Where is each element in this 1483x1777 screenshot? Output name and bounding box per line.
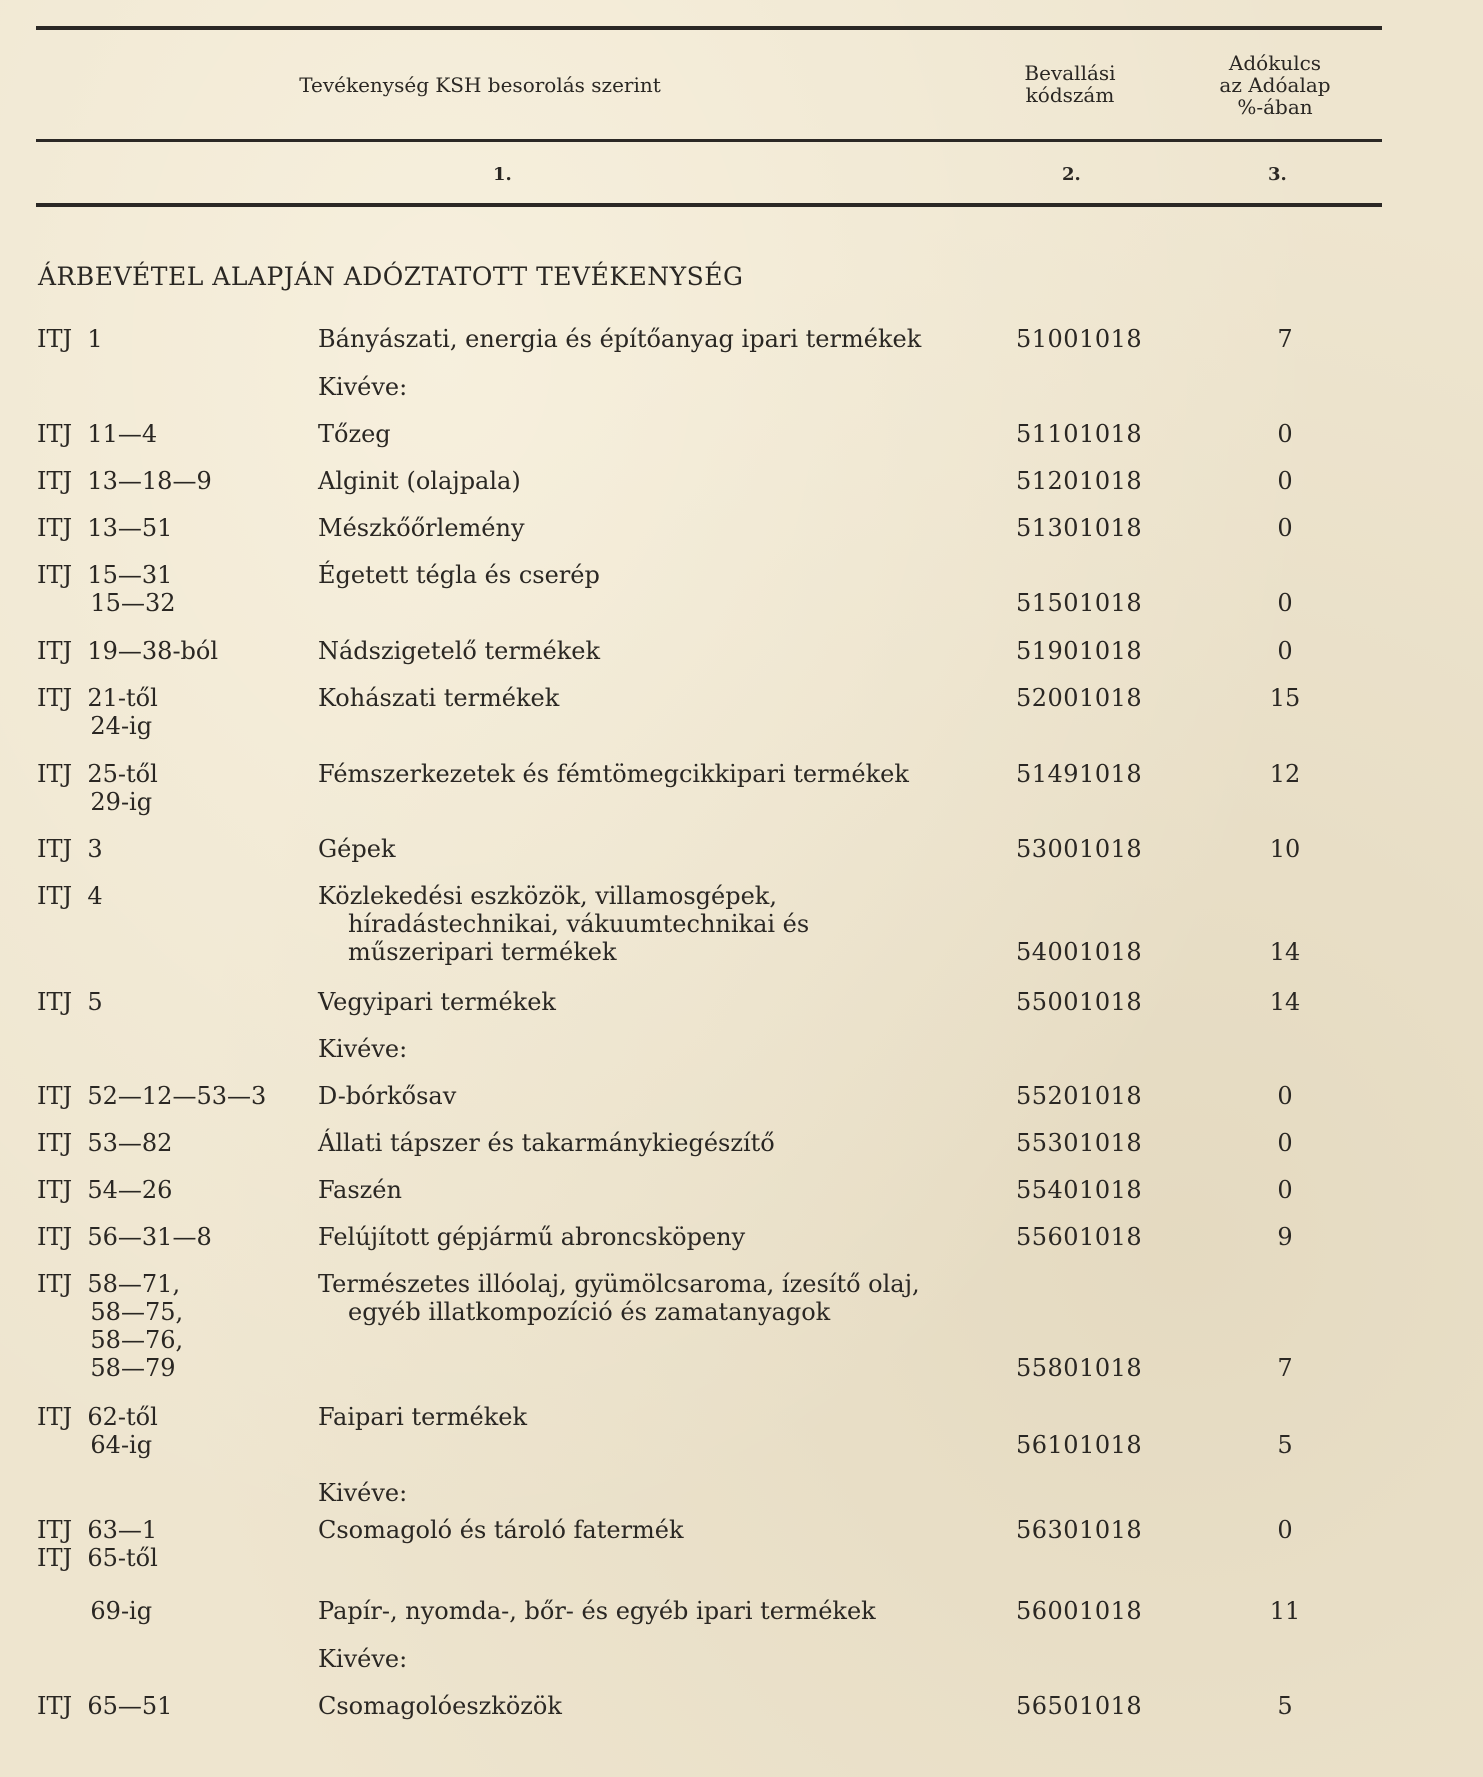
itj-classification: ITJ 4	[37, 882, 103, 910]
declaration-code: 55601018	[1016, 1223, 1143, 1251]
declaration-code: 55301018	[1016, 1129, 1143, 1157]
declaration-code: 51301018	[1016, 514, 1143, 542]
colnum-bottom-rule	[36, 203, 1382, 207]
column-2-title-line2: kódszám	[1025, 83, 1115, 107]
declaration-code: 51201018	[1016, 467, 1143, 495]
tax-rate-value: 5	[1277, 1692, 1293, 1720]
declaration-code: 52001018	[1016, 684, 1143, 712]
itj-classification: ITJ 21-től 24-ig	[37, 684, 158, 740]
activity-description	[318, 637, 998, 665]
itj-classification: ITJ 3	[37, 835, 103, 863]
tax-rate-value: 10	[1269, 835, 1301, 863]
itj-classification: ITJ 13—18—9	[37, 467, 212, 495]
tax-rate	[1230, 1645, 1340, 1673]
tax-rate-value: 0	[1277, 637, 1293, 665]
tax-rate-value: 9	[1277, 1223, 1293, 1251]
tax-rate	[1230, 1223, 1340, 1251]
activity-description-line: Csomagolóeszközök	[318, 1692, 562, 1720]
tax-rate	[1230, 1597, 1340, 1625]
activity-description	[318, 325, 998, 353]
declaration-code: 55801018	[1016, 1354, 1143, 1382]
activity-description-line: Kivéve:	[318, 1645, 408, 1673]
tax-rate-value: 5	[1277, 1431, 1293, 1459]
itj-classification: ITJ 56—31—8	[37, 1223, 212, 1251]
tax-rate	[1230, 938, 1340, 966]
activity-description-line: Gépek	[318, 835, 396, 863]
section-title: ÁRBEVÉTEL ALAPJÁN ADÓZTATOTT TEVÉKENYSÉG	[38, 262, 744, 291]
activity-description-line: Tőzeg	[318, 420, 391, 448]
declaration-code: 51101018	[1016, 420, 1143, 448]
activity-description	[318, 1176, 998, 1204]
activity-description-line: Papír-, nyomda-, bőr- és egyéb ipari termékek	[318, 1597, 876, 1625]
activity-description-line: Faipari termékek	[318, 1403, 528, 1431]
tax-rate	[1230, 1129, 1340, 1157]
tax-rate	[1230, 1082, 1340, 1110]
tax-rate-value: 0	[1277, 589, 1293, 617]
activity-description-line: Közlekedési eszközök, villamosgépek,	[318, 882, 777, 910]
activity-description	[318, 1035, 998, 1063]
column-3-title-line1: Adókulcs	[1228, 51, 1322, 75]
activity-description-line: D-bórkősav	[318, 1082, 457, 1110]
activity-description-line: Alginit (olajpala)	[318, 467, 521, 495]
header-bottom-rule	[36, 139, 1382, 142]
declaration-code: 51491018	[1016, 760, 1143, 788]
activity-description-continuation: híradástechnikai, vákuumtechnikai és	[348, 910, 810, 938]
declaration-code: 55001018	[1016, 988, 1143, 1016]
tax-rate	[1230, 835, 1340, 863]
tax-rate	[1230, 1479, 1340, 1507]
activity-description	[318, 882, 998, 966]
tax-rate-value: 0	[1277, 467, 1293, 495]
declaration-code: 51501018	[1016, 589, 1143, 617]
tax-rate-value: 15	[1269, 684, 1301, 712]
tax-rate-value: 11	[1269, 1597, 1301, 1625]
tax-rate	[1230, 1354, 1340, 1382]
activity-description	[318, 1597, 998, 1625]
activity-description-line: Kivéve:	[318, 373, 408, 401]
tax-rate-value: 0	[1277, 1129, 1293, 1157]
tax-rate	[1230, 589, 1340, 617]
activity-description	[318, 1403, 998, 1431]
activity-description	[318, 1479, 998, 1507]
tax-rate-value: 0	[1277, 1516, 1293, 1544]
tax-rate-value: 7	[1277, 1354, 1293, 1382]
declaration-code: 56501018	[1016, 1692, 1143, 1720]
tax-rate-value: 14	[1269, 938, 1301, 966]
activity-description	[318, 561, 998, 589]
column-3-number: 3.	[1268, 164, 1287, 185]
activity-description-line: Vegyipari termékek	[318, 988, 556, 1016]
tax-rate	[1230, 467, 1340, 495]
itj-classification: ITJ 1	[37, 325, 103, 353]
activity-description	[318, 1082, 998, 1110]
tax-rate	[1230, 1516, 1340, 1544]
activity-description-line: Kivéve:	[318, 1035, 408, 1063]
activity-description-line: Természetes illóolaj, gyümölcsaroma, ízesítő olaj,	[318, 1270, 920, 1298]
itj-classification: ITJ 54—26	[37, 1176, 173, 1204]
declaration-code: 54001018	[1016, 938, 1143, 966]
tax-rate	[1230, 637, 1340, 665]
activity-description	[318, 1223, 998, 1251]
activity-description-line: Bányászati, energia és építőanyag ipari termékek	[318, 325, 922, 353]
itj-classification: ITJ 63—1 ITJ 65-től	[37, 1516, 158, 1572]
column-2-title	[1000, 62, 1140, 106]
column-3-title-line3: %-ában	[1237, 95, 1313, 119]
tax-rate	[1230, 1176, 1340, 1204]
tax-rate-value: 14	[1269, 988, 1301, 1016]
tax-rate-value: 0	[1277, 1176, 1293, 1204]
itj-classification: ITJ 52—12—53—3	[37, 1082, 267, 1110]
tax-rate-value: 0	[1277, 1082, 1293, 1110]
itj-classification: ITJ 13—51	[37, 514, 173, 542]
declaration-code: 51901018	[1016, 637, 1143, 665]
itj-classification: ITJ 25-től 29-ig	[37, 760, 158, 816]
activity-description	[318, 467, 998, 495]
activity-description-line: Állati tápszer és takarmánykiegészítő	[318, 1129, 775, 1157]
itj-classification: ITJ 65—51	[37, 1692, 173, 1720]
tax-rate-value: 0	[1277, 514, 1293, 542]
activity-description-line: Mészkőőrlemény	[318, 514, 525, 542]
declaration-code: 56001018	[1016, 1597, 1143, 1625]
activity-description-continuation: egyéb illatkompozíció és zamatanyagok	[348, 1298, 831, 1326]
tax-rate-value: 0	[1277, 420, 1293, 448]
activity-description	[318, 988, 998, 1016]
top-rule	[36, 26, 1382, 30]
itj-classification: ITJ 5	[37, 988, 103, 1016]
declaration-code: 55201018	[1016, 1082, 1143, 1110]
activity-description-line: Égetett tégla és cserép	[318, 561, 600, 589]
activity-description	[318, 420, 998, 448]
activity-description	[318, 684, 998, 712]
activity-description-line: Faszén	[318, 1176, 402, 1204]
tax-rate	[1230, 1035, 1340, 1063]
itj-classification: ITJ 19—38-ból	[37, 637, 219, 665]
activity-description-line: Csomagoló és tároló fatermék	[318, 1516, 684, 1544]
declaration-code: 56101018	[1016, 1431, 1143, 1459]
activity-description	[318, 514, 998, 542]
tax-rate-value: 12	[1269, 760, 1301, 788]
activity-description-line: Kohászati termékek	[318, 684, 560, 712]
tax-rate	[1230, 760, 1340, 788]
tax-rate	[1230, 420, 1340, 448]
tax-rate	[1230, 684, 1340, 712]
column-3-title-line2: az Adóalap	[1219, 73, 1331, 97]
activity-description-line: Nádszigetelő termékek	[318, 637, 601, 665]
itj-classification: 69-ig	[37, 1597, 153, 1625]
activity-description	[318, 373, 998, 401]
declaration-code: 53001018	[1016, 835, 1143, 863]
itj-classification: ITJ 11—4	[37, 420, 158, 448]
tax-rate-value: 7	[1277, 325, 1293, 353]
column-1-title: Tevékenység KSH besorolás szerint	[299, 73, 661, 97]
tax-rate	[1230, 988, 1340, 1016]
column-2-title-line1: Bevallási	[1024, 61, 1116, 85]
itj-classification: ITJ 15—31 15—32	[37, 561, 176, 617]
declaration-code: 55401018	[1016, 1176, 1143, 1204]
activity-description	[318, 760, 998, 788]
activity-description	[318, 1645, 998, 1673]
activity-description	[318, 1270, 998, 1326]
activity-description-line: Fémszerkezetek és fémtömegcikkipari termékek	[318, 760, 909, 788]
column-3-title	[1190, 52, 1360, 118]
itj-classification: ITJ 53—82	[37, 1129, 173, 1157]
tax-rate	[1230, 373, 1340, 401]
activity-description	[318, 835, 998, 863]
tax-rate	[1230, 325, 1340, 353]
activity-description	[318, 1129, 998, 1157]
tax-rate	[1230, 514, 1340, 542]
column-1-number: 1.	[493, 164, 512, 185]
declaration-code: 56301018	[1016, 1516, 1143, 1544]
activity-description-line: Felújított gépjármű abroncsköpeny	[318, 1223, 746, 1251]
column-2-number: 2.	[1062, 164, 1081, 185]
activity-description	[318, 1692, 998, 1720]
tax-rate	[1230, 1431, 1340, 1459]
activity-description-continuation: műszeripari termékek	[348, 938, 617, 966]
itj-classification: ITJ 62-től 64-ig	[37, 1403, 158, 1459]
itj-classification: ITJ 58—71, 58—75, 58—76, 58—79	[37, 1270, 184, 1382]
activity-description	[318, 1516, 998, 1544]
tax-rate	[1230, 1692, 1340, 1720]
activity-description-line: Kivéve:	[318, 1479, 408, 1507]
declaration-code: 51001018	[1016, 325, 1143, 353]
